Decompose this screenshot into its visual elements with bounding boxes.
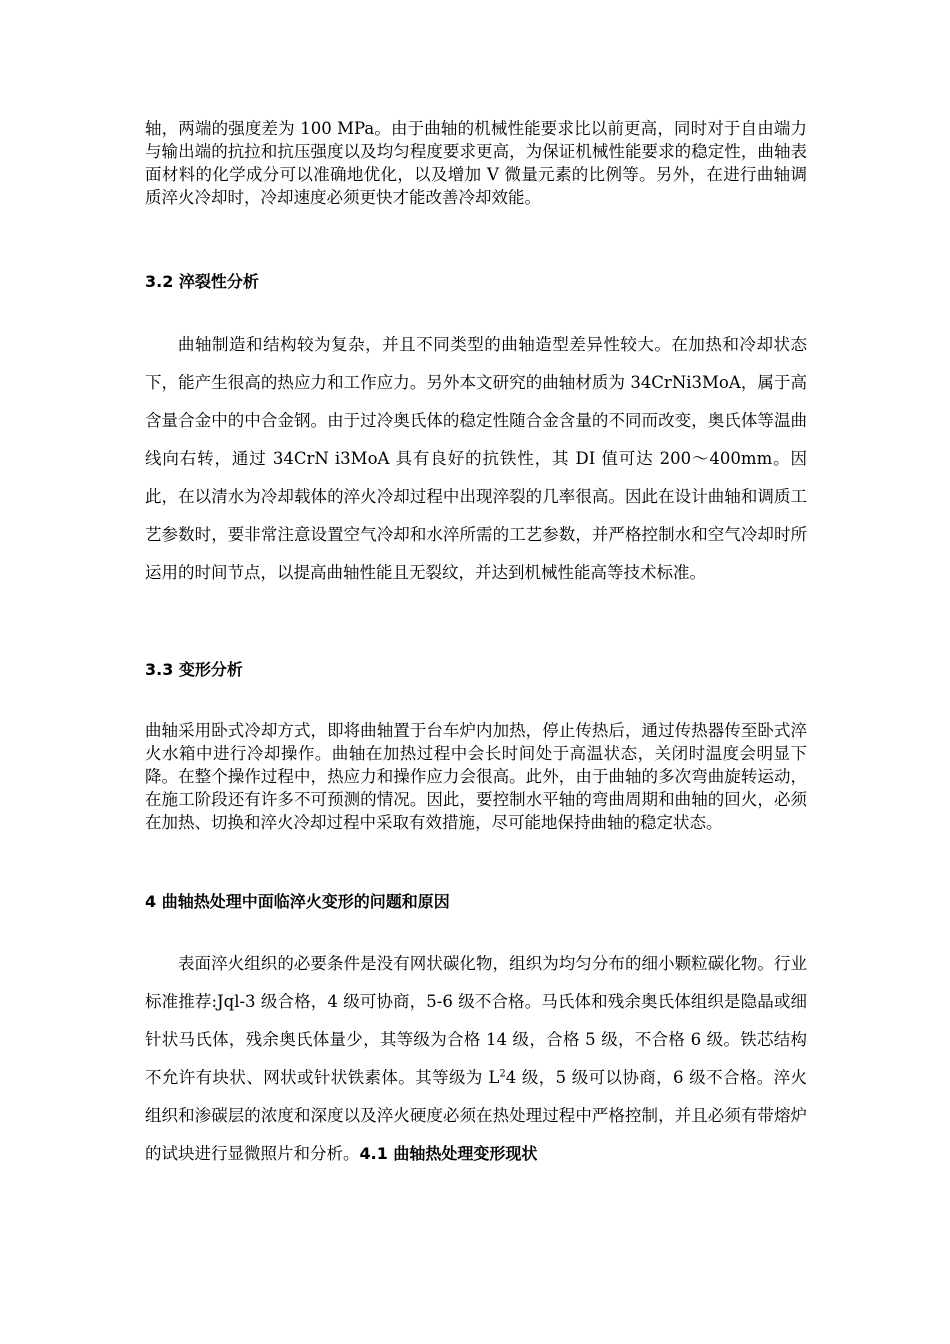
- paragraph-text-part-2: 4 级，5 级可以协商，6 级不合格。淬火组织和渗碳层的浓度和深度以及淬火硬度必须在热处理过程中严格控制，并且必须有带熔炉的试块进行显微照片和分析。: [145, 1068, 808, 1163]
- section-heading-3-3: 3.3 变形分析: [145, 660, 243, 679]
- paragraph-deformation: 曲轴采用卧式冷却方式，即将曲轴置于台车炉内加热，停止传热后，通过传热器传至卧式淬火水箱中进行冷却操作。曲轴在加热过程中会长时间处于高温状态，关闭时温度会明显下降。在整个操作过程中，热应力和操作应力会很高。此外，由于曲轴的多次弯曲旋转运动，在施工阶段还有许多不可预测的情况。因此，要控制水平轴的弯曲周期和曲轴的回火，必须在加热、切换和淬火冷却过程中采取有效措施，尽可能地保持曲轴的稳定状态。: [145, 721, 807, 832]
- paragraph-crankshaft-strength: 轴，两端的强度差为 100 MPa。由于曲轴的机械性能要求比以前更高，同时对于自由端力与输出端的抗拉和抗压强度以及均匀程度要求更高，为保证机械性能要求的稳定性，曲轴表面材料的化学成分可以准确地优化，以及增加 V 微量元素的比例等。另外，在进行曲轴调质淬火冷却时，冷却速度必须更快才能改善冷却效能。: [145, 119, 807, 207]
- paragraph-quench-structure: [145, 945, 807, 1173]
- section-heading-4-1: 4.1 曲轴热处理变形现状: [359, 1144, 538, 1163]
- section-heading-4: 4 曲轴热处理中面临淬火变形的问题和原因: [145, 892, 450, 911]
- section-heading-3-2: 3.2 淬裂性分析: [145, 272, 259, 291]
- superscript-2: 2: [499, 1068, 506, 1080]
- paragraph-quench-cracking: 曲轴制造和结构较为复杂，并且不同类型的曲轴造型差异性较大。在加热和冷却状态下，能产生很高的热应力和工作应力。另外本文研究的曲轴材质为 34CrNi3MoA，属于高含量合金中的中合金钢。由于过冷奥氏体的稳定性随合金含量的不同而改变，奥氏体等温曲线向右转，通过 34CrN i3MoA 具有良好的抗铁性，其 DI 值可达 200～400mm。因此，在以清水为冷却载体的淬火冷却过程中出现淬裂的几率很高。因此在设计曲轴和调质工艺参数时，要非常注意设置空气冷却和水淬所需的工艺参数，并严格控制水和空气冷却时所运用的时间节点，以提高曲轴性能且无裂纹，并达到机械性能高等技术标准。: [145, 335, 807, 582]
- paragraph-text-part-1: 表面淬火组织的必要条件是没有网状碳化物，组织为均匀分布的细小颗粒碳化物。行业标准推荐:Jql-3 级合格，4 级可协商，5-6 级不合格。马氏体和残余奥氏体组织是隐晶或细针状马氏体，残余奥氏体量少，其等级为合格 14 级，合格 5 级，不合格 6 级。铁芯结构不允许有块状、网状或针状铁素体。其等级为 L: [145, 954, 807, 1087]
